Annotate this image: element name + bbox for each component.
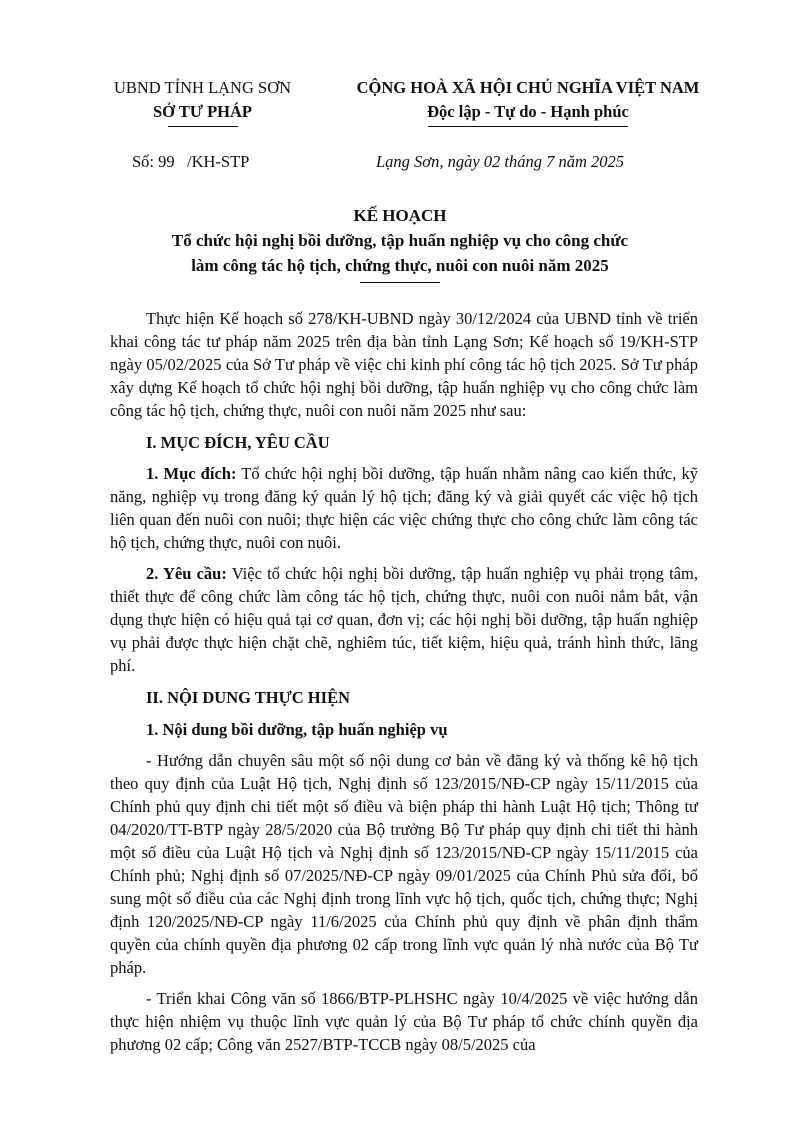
content-bullet-2: - Triển khai Công văn số 1866/BTP-PLHSHC ngày 10/4/2025 về việc hướng dẫn thực hiện nhiệm vụ thuộc lĩnh vực quản lý của Bộ Tư pháp tổ chức chính quyền địa phương 02 cấp; Công văn 2527/BTP-TCCB ngày 08/5/2025 của [110, 989, 698, 1054]
place-date: Lạng Sơn, ngày 02 tháng 7 năm 2025 [376, 152, 625, 171]
national-header [318, 76, 738, 127]
requirement-paragraph [110, 562, 698, 677]
title-subtitle-line2: làm công tác hộ tịch, chứng thực, nuôi con nuôi năm 2025 [191, 256, 609, 275]
content-bullet-1: - Hướng dẫn chuyên sâu một số nội dung cơ bản về đăng ký và thống kê hộ tịch theo quy định của Luật Hộ tịch, Nghị định số 123/2015/NĐ-CP ngày 15/11/2015 của Chính phủ quy định chi tiết một số điều và biện pháp thi hành Luật Hộ tịch; Thông tư 04/2020/TT-BTP ngày 28/5/2020 của Bộ trưởng Bộ Tư pháp quy định chi tiết thi hành một số điều của Luật Hộ tịch và Nghị định số 123/2015/NĐ-CP ngày 15/11/2015 của Chính phủ; Nghị định số 07/2025/NĐ-CP ngày 09/01/2025 của Chính Phủ sửa đổi, bổ sung một số điều của các Nghị định trong lĩnh vực hộ tịch, quốc tịch, chứng thực; Nghị định 120/2025/NĐ-CP ngày 11/6/2025 của Chính phủ quy định về phân định thẩm quyền của chính quyền địa phương 02 cấp trong lĩnh vực quản lý nhà nước của Bộ Tư pháp. [110, 751, 698, 977]
title-subtitle-line1: Tổ chức hội nghị bồi dưỡng, tập huấn nghiệp vụ cho công chức [171, 231, 629, 250]
purpose-label: 1. Mục đích: [146, 464, 237, 483]
motto-underline [428, 126, 628, 127]
agency-province: UBND TỈNH LẠNG SƠN [113, 78, 292, 97]
purpose-paragraph [110, 462, 698, 554]
section-2-heading: II. NỘI DUNG THỰC HIỆN [146, 688, 350, 707]
document-title [90, 203, 710, 283]
section-1-heading: I. MỤC ĐÍCH, YÊU CẦU [146, 433, 330, 452]
national-title: CỘNG HOÀ XÃ HỘI CHỦ NGHĨA VIỆT NAM [356, 78, 700, 97]
document-body [110, 307, 698, 1056]
agency-header [95, 76, 310, 127]
title-underline [360, 282, 440, 283]
agency-department: SỞ TƯ PHÁP [152, 102, 252, 121]
requirement-label: 2. Yêu cầu: [146, 564, 227, 583]
national-motto: Độc lập - Tự do - Hạnh phúc [427, 102, 629, 121]
intro-paragraph: Thực hiện Kế hoạch số 278/KH-UBND ngày 30/12/2024 của UBND tỉnh về triển khai công tác tư pháp năm 2025 trên địa bàn tỉnh Lạng Sơn; Kế hoạch số 19/KH-STP ngày 05/02/2025 của Sở Tư pháp về việc chi kinh phí công tác hộ tịch 2025. Sở Tư pháp xây dựng Kế hoạch tổ chức hội nghị bồi dưỡng, tập huấn nghiệp vụ cho công chức làm công tác hộ tịch, chứng thực, nuôi con nuôi năm 2025 như sau: [110, 309, 698, 420]
agency-underline [168, 126, 238, 127]
requirement-text: Việc tổ chức hội nghị bồi dưỡng, tập huấn nghiệp vụ phải trọng tâm, thiết thực để công chức làm công tác hộ tịch, chứng thực, nuôi con nuôi nắm bắt, vận dụng thực hiện có hiệu quả tại cơ quan, đơn vị; các hội nghị bồi dưỡng, tập huấn nghiệp vụ phải được thực hiện chặt chẽ, nghiêm túc, tiết kiệm, hiệu quả, tránh hình thức, lãng phí. [110, 564, 698, 675]
purpose-text: Tổ chức hội nghị bồi dưỡng, tập huấn nhằm nâng cao kiến thức, kỹ năng, nghiệp vụ trong đăng ký quản lý hộ tịch; đăng ký và giải quyết các việc hộ tịch liên quan đến nuôi con nuôi; thực hiện các việc chứng thực cho công chức làm công tác hộ tịch, chứng thực, nuôi con nuôi. [110, 464, 698, 552]
title-main: KẾ HOẠCH [353, 206, 447, 225]
document-number: Số: 99 /KH-STP [132, 152, 250, 171]
subsection-1-heading: 1. Nội dung bồi dưỡng, tập huấn nghiệp vụ [146, 720, 448, 739]
